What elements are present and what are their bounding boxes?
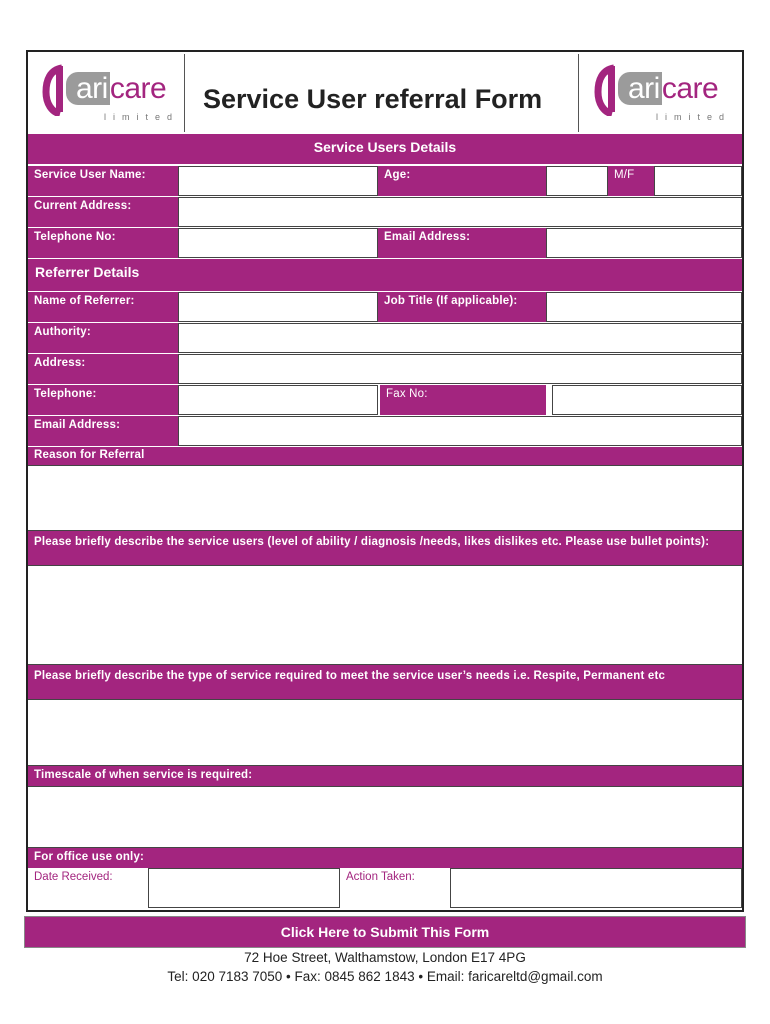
page-title: Service User referral Form bbox=[203, 84, 543, 114]
service-users-heading: Service Users Details bbox=[28, 134, 742, 164]
telephone-label: Telephone No: bbox=[28, 228, 178, 258]
office-use-heading: For office use only: bbox=[28, 848, 742, 868]
referrer-name-label: Name of Referrer: bbox=[28, 292, 178, 322]
mf-label: M/F bbox=[608, 166, 654, 196]
logo-wordmark: aricare bbox=[66, 72, 166, 106]
job-title-field[interactable] bbox=[546, 292, 742, 322]
describe-service-heading: Please briefly describe the type of service required to meet the service user’s needs i.e. Respite, Permanent etc bbox=[28, 665, 742, 699]
date-received-label: Date Received: bbox=[34, 871, 113, 883]
timescale-heading: Timescale of when service is required: bbox=[28, 766, 742, 786]
describe-service-field[interactable] bbox=[28, 699, 742, 766]
email-field[interactable] bbox=[546, 228, 742, 258]
service-user-name-field[interactable] bbox=[178, 166, 378, 196]
referrer-telephone-field[interactable] bbox=[178, 385, 378, 415]
referrer-name-field[interactable] bbox=[178, 292, 378, 322]
service-user-name-label: Service User Name: bbox=[28, 166, 178, 196]
referrer-heading: Referrer Details bbox=[28, 259, 742, 291]
email-label: Email Address: bbox=[378, 228, 546, 258]
current-address-field[interactable] bbox=[178, 197, 742, 227]
authority-label: Authority: bbox=[28, 323, 178, 353]
referrer-email-label: Email Address: bbox=[28, 416, 178, 446]
logo-limited: limited bbox=[656, 112, 732, 122]
referrer-email-field[interactable] bbox=[178, 416, 742, 446]
mf-field[interactable] bbox=[654, 166, 742, 196]
timescale-field[interactable] bbox=[28, 786, 742, 848]
job-title-label: Job Title (If applicable): bbox=[378, 292, 546, 322]
describe-users-heading: Please briefly describe the service users (level of ability / diagnosis /needs, likes dislikes etc. Please use bullet points): bbox=[28, 531, 742, 565]
logo-wordmark: aricare bbox=[618, 72, 718, 106]
referrer-telephone-label: Telephone: bbox=[28, 385, 178, 415]
action-taken-label: Action Taken: bbox=[346, 871, 415, 883]
age-label: Age: bbox=[378, 166, 546, 196]
current-address-label: Current Address: bbox=[28, 197, 178, 227]
telephone-field[interactable] bbox=[178, 228, 378, 258]
age-field[interactable] bbox=[546, 166, 608, 196]
reason-heading: Reason for Referral bbox=[28, 447, 742, 465]
referrer-address-field[interactable] bbox=[178, 354, 742, 384]
faricare-logo-right bbox=[588, 56, 738, 132]
footer-address: 72 Hoe Street, Walthamstow, London E17 4PG bbox=[244, 950, 526, 965]
describe-users-field[interactable] bbox=[28, 565, 742, 665]
authority-field[interactable] bbox=[178, 323, 742, 353]
date-received-field[interactable] bbox=[148, 868, 340, 908]
footer-contact: Tel: 020 7183 7050 • Fax: 0845 862 1843 • Email: faricareltd@gmail.com bbox=[167, 969, 603, 984]
referral-form bbox=[26, 50, 744, 912]
logo-limited: limited bbox=[104, 112, 180, 122]
faricare-logo-left bbox=[36, 56, 186, 132]
reason-field[interactable] bbox=[28, 465, 742, 531]
submit-form-button[interactable]: Click Here to Submit This Form bbox=[24, 916, 746, 948]
header-divider bbox=[578, 54, 579, 132]
referrer-address-label: Address: bbox=[28, 354, 178, 384]
header-divider bbox=[184, 54, 185, 132]
fax-label: Fax No: bbox=[380, 385, 546, 415]
fax-field[interactable] bbox=[552, 385, 742, 415]
action-taken-field[interactable] bbox=[450, 868, 742, 908]
